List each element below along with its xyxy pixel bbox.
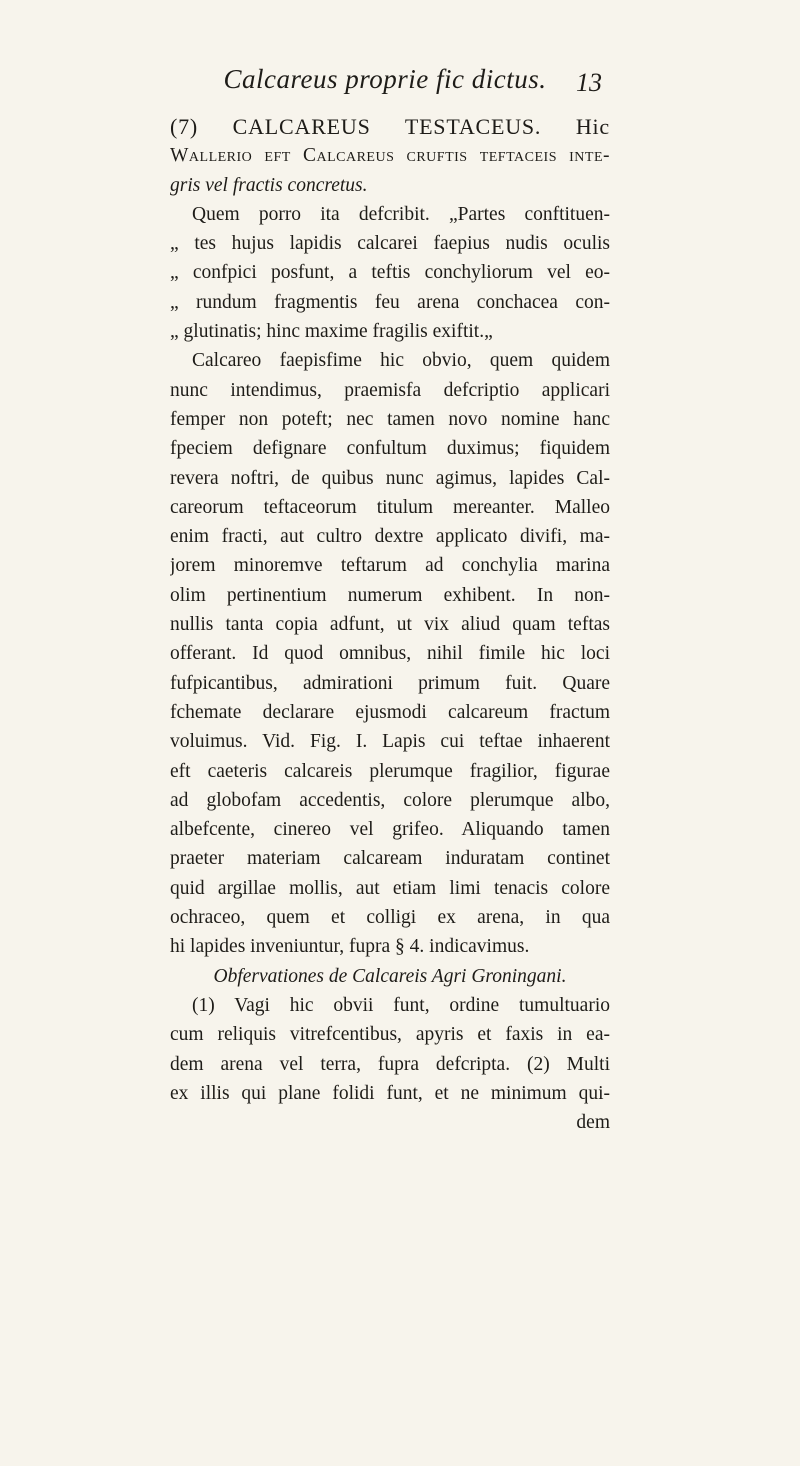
text-line: Calcareo faepisfime hic obvio, quem quidem bbox=[192, 350, 610, 372]
text-line: ex illis qui plane folidi funt, et ne minimum qui- bbox=[170, 1082, 610, 1104]
text-line: jorem minoremve teftarum ad conchylia marina bbox=[170, 555, 610, 577]
subsection-heading: Obfervationes de Calcareis Agri Groningani. bbox=[213, 965, 567, 987]
page-number: 13 bbox=[576, 68, 602, 97]
text-line: praeter materiam calcaream induratam continet bbox=[170, 848, 610, 870]
text-line: enim fracti, aut cultro dextre applicato divifi, ma- bbox=[170, 526, 610, 548]
text-line: „ glutinatis; hinc maxime fragilis exiftit.„ bbox=[170, 321, 493, 343]
text-line: fufpicantibus, admirationi primum fuit. Quare bbox=[170, 672, 610, 694]
body-text bbox=[170, 112, 610, 1137]
text-line: ad globofam accedentis, colore plerumque albo, bbox=[170, 789, 610, 811]
text-line: „ rundum fragmentis feu arena conchacea con- bbox=[170, 291, 610, 313]
page-header bbox=[0, 64, 800, 104]
running-title: Calcareus proprie fic dictus. bbox=[223, 64, 547, 94]
text-line: eft caeteris calcareis plerumque fragilior, figurae bbox=[170, 760, 610, 782]
text-line: fpeciem defignare confultum duximus; fiquidem bbox=[170, 438, 610, 460]
text-line: nullis tanta copia adfunt, ut vix aliud quam teftas bbox=[170, 614, 610, 636]
text-line: gris vel fractis concretus. bbox=[170, 174, 368, 196]
text-line: revera noftri, de quibus nunc agimus, lapides Cal- bbox=[170, 467, 610, 489]
text-line: cum reliquis vitrefcentibus, apyris et faxis in ea- bbox=[170, 1024, 610, 1046]
text-line: quid argillae mollis, aut etiam limi tenacis colore bbox=[170, 877, 610, 899]
author-name: Wallerio eft Calcareus cruftis teftaceis inte- bbox=[170, 145, 610, 167]
text-line: ochraceo, quem et colligi ex arena, in qua bbox=[170, 907, 610, 929]
text-line: Quem porro ita defcribit. „Partes conftituen- bbox=[192, 203, 610, 225]
text-line: offerant. Id quod omnibus, nihil fimile hic loci bbox=[170, 643, 610, 665]
text-line: nunc intendimus, praemisfa defcriptio applicari bbox=[170, 379, 610, 401]
text-line: femper non poteft; nec tamen novo nomine hanc bbox=[170, 408, 610, 430]
text-line: voluimus. Vid. Fig. I. Lapis cui teftae inhaerent bbox=[170, 731, 610, 753]
text-line: hi lapides inveniuntur, fupra § 4. indicavimus. bbox=[170, 936, 530, 958]
text-line: careorum teftaceorum titulum mereanter. Malleo bbox=[170, 496, 610, 518]
catchword: dem bbox=[576, 1112, 610, 1134]
text-line: (1) Vagi hic obvii funt, ordine tumultuario bbox=[192, 994, 610, 1016]
text-line: fchemate declarare ejusmodi calcareum fractum bbox=[170, 701, 610, 723]
section-heading: (7) CALCAREUS TESTACEUS. Hic bbox=[170, 114, 610, 139]
text-line: dem arena vel terra, fupra defcripta. (2) Multi bbox=[170, 1053, 610, 1075]
text-line: „ tes hujus lapidis calcarei faepius nudis oculis bbox=[170, 233, 610, 255]
text-line: albefcente, cinereo vel grifeo. Aliquando tamen bbox=[170, 819, 610, 841]
text-line: olim pertinentium numerum exhibent. In non- bbox=[170, 584, 610, 606]
text-line: „ confpici posfunt, a teftis conchyliorum vel eo- bbox=[170, 262, 610, 284]
text-line bbox=[170, 141, 610, 170]
